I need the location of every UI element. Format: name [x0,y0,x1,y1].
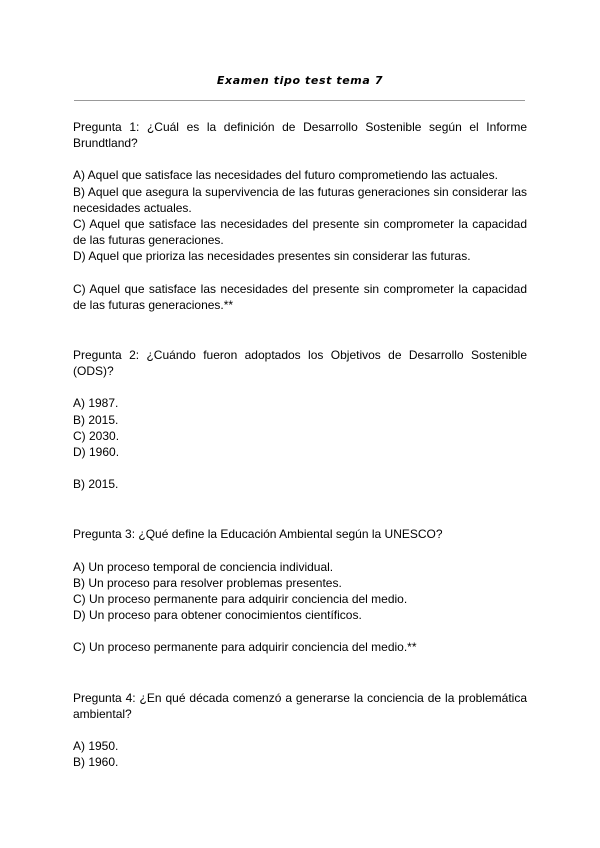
document-title: Examen tipo test tema 7 [216,74,384,87]
question-1 [73,119,527,313]
question-4-option-b: B) 1960. [73,755,119,770]
question-3-options [73,559,527,624]
question-3-answer: C) Un proceso permanente para adquirir conciencia del medio.** [73,640,417,655]
question-1-prompt: Pregunta 1: ¿Cuál es la definición de Desarrollo Sostenible según el Informe Brundtland? [73,120,527,151]
question-1-option-a: A) Aquel que satisface las necesidades del futuro comprometiendo las actuales. [73,168,498,183]
question-4-options [73,738,527,770]
question-3-option-a: A) Un proceso temporal de conciencia individual. [73,559,334,574]
question-2-option-b: B) 2015. [73,412,119,427]
question-4-prompt: Pregunta 4: ¿En qué década comenzó a generarse la conciencia de la problemática ambiental? [73,690,527,721]
question-1-options [73,167,527,264]
question-4 [73,690,527,771]
question-3-option-b: B) Un proceso para resolver problemas presentes. [73,575,342,590]
question-2-option-a: A) 1987. [73,396,119,411]
question-2-option-c: C) 2030. [73,428,120,443]
question-3 [73,526,527,655]
question-2 [73,347,527,492]
question-1-option-d: D) Aquel que prioriza las necesidades presentes sin considerar las futuras. [73,249,471,264]
question-1-option-c: C) Aquel que satisface las necesidades del presente sin comprometer la capacidad de las futuras generaciones. [73,217,527,248]
question-1-answer: C) Aquel que satisface las necesidades del presente sin comprometer la capacidad de las futuras generaciones.** [73,281,527,312]
question-3-option-d: D) Un proceso para obtener conocimientos científicos. [73,608,362,623]
question-3-prompt: Pregunta 3: ¿Qué define la Educación Ambiental según la UNESCO? [73,527,443,542]
question-3-option-c: C) Un proceso permanente para adquirir conciencia del medio. [73,592,408,607]
question-1-option-b: B) Aquel que asegura la supervivencia de las futuras generaciones sin considerar las necesidades actuales. [73,184,527,215]
question-2-options [73,395,527,460]
question-2-option-d: D) 1960. [73,445,120,460]
question-4-option-a: A) 1950. [73,739,119,754]
question-2-answer: B) 2015. [73,477,119,492]
questions-container [73,119,527,770]
title-divider [74,100,525,101]
question-2-prompt: Pregunta 2: ¿Cuándo fueron adoptados los Objetivos de Desarrollo Sostenible (ODS)? [73,348,527,379]
